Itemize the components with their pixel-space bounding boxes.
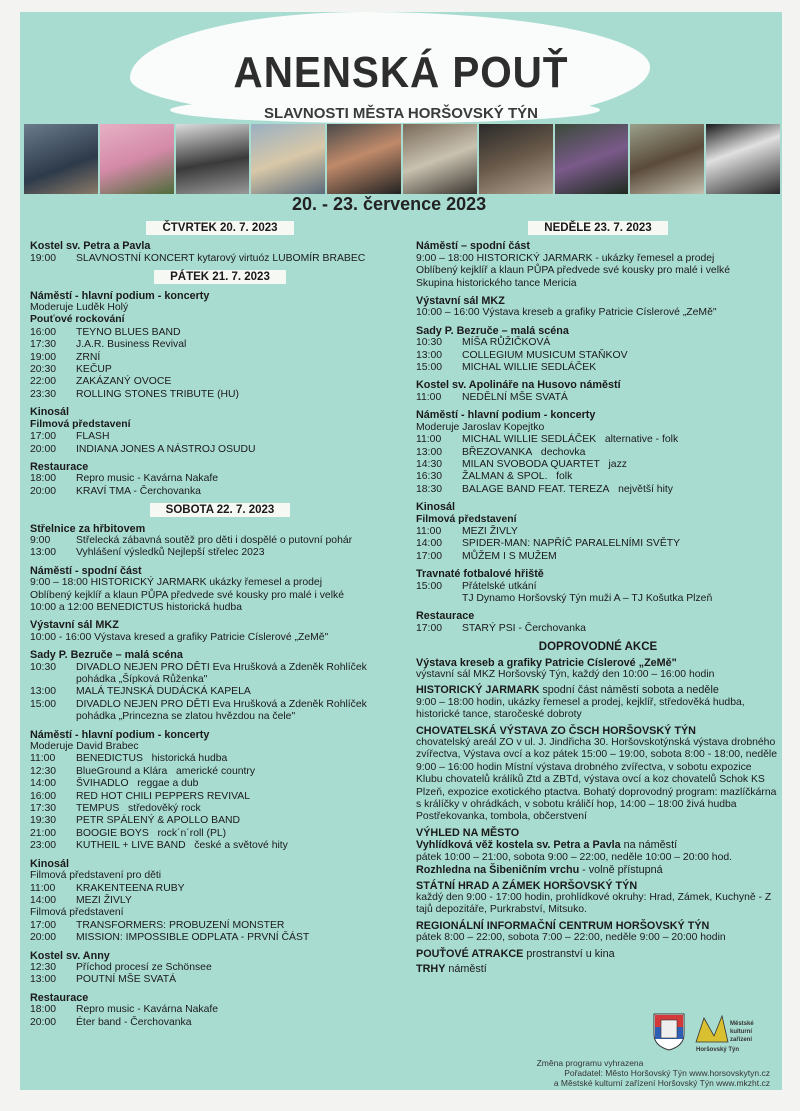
side-events-header: DOPROVODNÉ AKCE: [538, 641, 658, 654]
venue-title: Kostel sv. Anny: [30, 949, 110, 962]
event-row: 13:00 POUTNÍ MŠE SVATÁ: [30, 974, 177, 986]
venue-title: Restaurace: [30, 991, 89, 1004]
day-header-thursday: ČTVRTEK 20. 7. 2023: [30, 222, 410, 235]
singer-photo: [100, 124, 174, 194]
event-row: 18:00 Repro music - Kavárna Nakafe: [30, 1004, 219, 1016]
event-row: 17:30 TEMPUS středověký rock: [30, 803, 201, 815]
band-photo: [24, 124, 98, 194]
event-row: 21:00 BOOGIE BOYS rock´n´roll (PL): [30, 827, 227, 839]
event-row: 12:30 BlueGround a Klára americké country: [30, 765, 256, 777]
event-row: 13:00 COLLEGIUM MUSICUM STAŇKOV: [416, 349, 628, 361]
side-event-title: TRHY náměstí: [416, 962, 487, 975]
event-subline: pohádka „Princezna se zlatou hvězdou na čele": [76, 711, 296, 723]
day-header-saturday: SOBOTA 22. 7. 2023: [30, 504, 410, 517]
event-row: 17:00 FLASH: [30, 431, 110, 443]
host-text: Moderuje Jaroslav Kopejtko: [416, 421, 545, 433]
host-text: Moderuje Luděk Holý: [30, 302, 129, 314]
svg-text:Horšovský Týn: Horšovský Týn: [696, 1047, 740, 1053]
band-photo: [479, 124, 553, 194]
program-line: 10:00 - 16:00 Výstava kresed a grafiky Patricie Císlerové „ZeMě": [30, 631, 329, 643]
event-row: 11:00 KRAKENTEENA RUBY: [30, 882, 185, 894]
event-row: 14:00 SPIDER-MAN: NAPŘÍČ PARALELNÍMI SVĚTY: [416, 538, 681, 550]
host-text: Moderuje David Brabec: [30, 741, 139, 753]
side-event-title: VÝHLED NA MĚSTO: [416, 826, 520, 839]
venue-title: Výstavní sál MKZ: [30, 619, 119, 632]
band-photo: [176, 124, 250, 194]
venue-title: Restaurace: [416, 610, 475, 623]
side-event-text: pátek 8:00 – 22:00, sobota 7:00 – 22:00, neděle 9:00 – 20:00 hodin: [416, 932, 726, 944]
event-row: 15:00 DIVADLO NEJEN PRO DĚTI Eva Hrušková a Zdeněk Rohlíček: [30, 698, 367, 710]
event-row: 20:00 MISSION: IMPOSSIBLE ODPLATA - PRVNÍ ČÁST: [30, 932, 310, 944]
program-line: 9:00 – 18:00 HISTORICKÝ JARMARK ukázky řemesel a prodej: [30, 577, 323, 589]
singer-photo: [327, 124, 401, 194]
event-row: 10:30 MÍŠA RŮŽIČKOVÁ: [416, 337, 551, 349]
event-row: 17:00 STARÝ PSI - Čerchovanka: [416, 622, 586, 634]
side-event-title: POUŤOVÉ ATRAKCE prostranství u kina: [416, 947, 615, 960]
subtitle-text: Filmová představení: [416, 513, 517, 525]
event-row: 16:00 TEYNO BLUES BAND: [30, 326, 181, 338]
band-photo: [630, 124, 704, 194]
footer-organizer: Pořadatel: Město Horšovský Týn www.horsovskytyn.cz: [564, 1068, 770, 1078]
venue-title: Kostel sv. Apolináře na Husovo náměstí: [416, 379, 621, 392]
subtitle-text: Filmová představení: [30, 907, 124, 919]
side-event-text: 9:00 – 18:00 hodin, ukázky řemesel a prodej, kejklíř, středověká hudba, historické tance, staročeské dobroty: [416, 696, 745, 721]
event-row: 14:00 ŠVIHADLO reggae a dub: [30, 778, 199, 790]
event-row: 13:00 Vyhlášení výsledků Nejlepší střelec 2023: [30, 547, 265, 559]
event-row: 22:00 ZAKÁZANÝ OVOCE: [30, 376, 172, 388]
performer-photo-strip: [24, 124, 780, 194]
event-subline: TJ Dynamo Horšovský Týn muži A – TJ Košutka Plzeň: [462, 592, 713, 604]
event-row: 17:00 TRANSFORMERS: PROBUZENÍ MONSTER: [30, 919, 285, 931]
subtitle-text: Filmová představení: [30, 418, 131, 430]
event-row: 17:00 MŮŽEM I S MUŽEM: [416, 550, 557, 562]
event-row: 20:30 KEČUP: [30, 364, 112, 376]
left-column: [30, 221, 410, 1029]
event-row: 20:00 KRAVÍ TMA - Čerchovanka: [30, 485, 201, 497]
venue-title: Náměstí - hlavní podium - koncerty: [416, 409, 596, 422]
footer-organizer: a Městské kulturní zařízení Horšovský Týn www.mkzht.cz: [553, 1078, 770, 1088]
event-row: 18:30 BALAGE BAND FEAT. TEREZA největší hity: [416, 483, 673, 495]
venue-title: Sady P. Bezruče – malá scéna: [30, 649, 183, 662]
town-crest-icon: [652, 1012, 686, 1052]
venue-title: Kostel sv. Petra a Pavla: [30, 240, 151, 253]
side-event-text: každý den 9:00 - 17:00 hodin, prohlídkové okruhy: Hrad, Zámek, Kuchyně - Z tajů depozitáře, Purkrabství, Mitsuko.: [416, 891, 772, 916]
side-event-text: výstavní sál MKZ Horšovský Týn, každý den 10:00 – 16:00 hodin: [416, 669, 715, 680]
duo-photo: [251, 124, 325, 194]
svg-text:Městské: Městské: [730, 1021, 754, 1027]
side-event-title: Výstava kreseb a grafiky Patricie Císlerové „ZeMě": [416, 656, 677, 669]
venue-title: Náměstí - hlavní podium - koncerty: [30, 728, 210, 741]
event-row: 19:00 SLAVNOSTNÍ KONCERT kytarový virtuóz LUBOMÍR BRABEC: [30, 252, 366, 264]
venue-title: Náměstí - hlavní podium - koncerty: [30, 289, 210, 302]
event-row: 10:30 DIVADLO NEJEN PRO DĚTI Eva Hrušková a Zdeněk Rohlíček: [30, 661, 367, 673]
venue-title: Výstavní sál MKZ: [416, 295, 505, 308]
footer-change-note: Změna programu vyhrazena: [536, 1058, 644, 1068]
subtitle-text: Pouťové rockování: [30, 314, 125, 326]
event-row: 16:30 ŽALMAN & SPOL. folk: [416, 471, 573, 483]
venue-title: Sady P. Bezruče – malá scéna: [416, 324, 569, 337]
event-row: 15:00 Přátelské utkání: [416, 580, 537, 592]
side-event-text: pátek 10:00 – 21:00, sobota 9:00 – 22:00, neděle 10:00 – 20:00 hod.: [416, 851, 733, 863]
venue-title: Náměstí – spodní část: [416, 240, 531, 253]
program-line: 10:00 a 12:00 BENEDICTUS historická hudba: [30, 601, 242, 613]
event-row: 12:30 Příchod procesí ze Schönsee: [30, 961, 212, 973]
venue-title: Náměstí - spodní část: [30, 564, 142, 577]
singer-photo: [706, 124, 780, 194]
program-line: Oblíbený kejklíř a klaun PŮPA předvede své kousky pro malé i velké: [30, 589, 344, 601]
event-row: 17:30 J.A.R. Business Revival: [30, 339, 187, 351]
program-line: Oblíbený kejklíř a klaun PŮPA předvede své kousky pro malé i velké: [416, 265, 730, 277]
venue-title: Travnaté fotbalové hřiště: [416, 568, 544, 581]
singer-photo: [555, 124, 629, 194]
poster-subtitle: SLAVNOSTI MĚSTA HORŠOVSKÝ TÝN: [264, 105, 538, 122]
right-column: [416, 221, 780, 975]
side-event-text: chovatelský areál ZO v ul. J. Jindřicha 30. Horšovskotýnská výstava drobného zvířectva, Výstava ovcí a koz pátek 15:00 – 19:00, sobota 8:00 - 18:00, neděle 9:00 – 16:00 hodin Místní výstava drobného zvířectva, v sobotu expozice Klubu chovatelů králíků Ztd a ZBTd, výstava ovcí a koz chovatelů Schok KS Plzeň, expozice exotického ptactva. Bohatý doprovodný program: mazlíčkárna s králíčky v ohrádkách, v sobotu králičí hop, 14:00 – 18:00 živá hudba Postřekovanka, tombola, občerstvení: [416, 737, 778, 823]
event-row: 23:00 KUTHEIL + LIVE BAND české a světové hity: [30, 840, 288, 852]
svg-text:zařízení: zařízení: [730, 1037, 753, 1043]
side-event-title: HISTORICKÝ JARMARK spodní část náměstí sobota a neděle: [416, 684, 719, 697]
event-row: 13:00 BŘEZOVANKA dechovka: [416, 446, 586, 458]
venue-title: Kinosál: [30, 857, 69, 870]
event-row: 20:00 INDIANA JONES A NÁSTROJ OSUDU: [30, 443, 256, 455]
poster-title: ANENSKÁ POUŤ: [233, 48, 569, 97]
program-line: 10:00 – 16:00 Výstava kreseb a grafiky Patricie Císlerové „ZeMě": [416, 307, 717, 319]
side-event-title: Vyhlídková věž kostela sv. Petra a Pavla na náměstí: [416, 839, 678, 852]
side-event-title: STÁTNÍ HRAD A ZÁMEK HORŠOVSKÝ TÝN: [416, 879, 638, 892]
event-row: 19:30 PETR SPÁLENÝ & APOLLO BAND: [30, 815, 241, 827]
event-row: 9:00 Střelecká zábavná soutěž pro děti i dospělé o putovní pohár: [30, 534, 353, 546]
event-row: 13:00 MALÁ TEJNSKÁ DUDÁCKÁ KAPELA: [30, 686, 251, 698]
band-photo: [403, 124, 477, 194]
footer: [450, 1058, 770, 1088]
event-row: 14:30 MILAN SVOBODA QUARTET jazz: [416, 458, 627, 470]
event-row: 23:30 ROLLING STONES TRIBUTE (HU): [30, 388, 240, 400]
event-subline: pohádka „Šípková Růženka": [76, 674, 208, 685]
mkz-logo: [692, 1012, 762, 1054]
venue-title: Kinosál: [30, 406, 69, 419]
side-event-title: REGIONÁLNÍ INFORMAČNÍ CENTRUM HORŠOVSKÝ TÝN: [416, 919, 710, 932]
subtitle-text: Filmová představení pro děti: [30, 870, 162, 882]
day-header-friday: PÁTEK 21. 7. 2023: [30, 271, 410, 284]
event-row: 18:00 Repro music - Kavárna Nakafe: [30, 473, 219, 485]
svg-text:kulturní: kulturní: [730, 1029, 752, 1035]
event-row: 14:00 MEZI ŽIVLY: [30, 894, 132, 906]
venue-title: Restaurace: [30, 460, 89, 473]
event-row: 11:00 NEDĚLNÍ MŠE SVATÁ: [416, 391, 568, 403]
side-event-title: CHOVATELSKÁ VÝSTAVA ZO ČSCH HORŠOVSKÝ TÝN: [416, 724, 696, 737]
program-line: Skupina historického tance Mericia: [416, 277, 577, 289]
festival-dates: 20. - 23. července 2023: [292, 194, 487, 214]
poster: [20, 12, 782, 1090]
event-row: 15:00 MICHAL WILLIE SEDLÁČEK: [416, 362, 597, 374]
event-row: 20:00 Éter band - Čerchovanka: [30, 1016, 192, 1028]
event-row: 16:00 RED HOT CHILI PEPPERS REVIVAL: [30, 790, 250, 802]
event-row: 11:00 MEZI ŽIVLY: [416, 525, 518, 537]
venue-title: Kinosál: [416, 501, 455, 514]
day-header-sunday: NEDĚLE 23. 7. 2023: [416, 222, 780, 235]
event-row: 11:00 BENEDICTUS historická hudba: [30, 753, 228, 765]
event-row: 19:00 ZRNÍ: [30, 351, 101, 363]
logos: [652, 1012, 762, 1054]
venue-title: Střelnice za hřbitovem: [30, 522, 146, 535]
side-event-title: Rozhledna na Šibeničním vrchu - volně přístupná: [416, 864, 663, 877]
event-row: 11:00 MICHAL WILLIE SEDLÁČEK alternative - folk: [416, 434, 679, 446]
program-line: 9:00 – 18:00 HISTORICKÝ JARMARK - ukázky řemesel a prodej: [416, 252, 715, 264]
